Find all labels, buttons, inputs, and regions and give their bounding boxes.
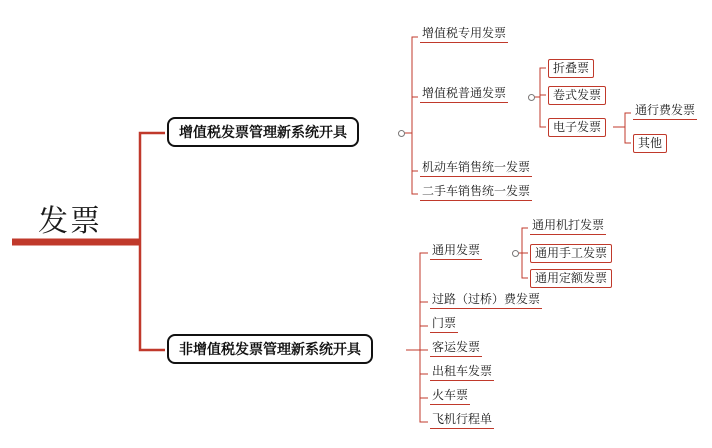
collapse-dot-icon[interactable] — [512, 250, 519, 257]
leaf-passenger-transport-invoice[interactable]: 客运发票 — [430, 341, 482, 357]
leaf-roll-invoice[interactable]: 卷式发票 — [548, 86, 606, 105]
leaf-vat-general-invoice[interactable]: 增值税普通发票 — [420, 87, 508, 103]
collapse-dot-icon[interactable] — [528, 94, 535, 101]
leaf-taxi-invoice[interactable]: 出租车发票 — [430, 365, 494, 381]
leaf-motor-vehicle-invoice[interactable]: 机动车销售统一发票 — [420, 161, 532, 177]
leaf-flight-itinerary[interactable]: 飞机行程单 — [430, 413, 494, 429]
leaf-other-invoice[interactable]: 其他 — [633, 134, 667, 153]
branch-node-non-vat-system[interactable]: 非增值税发票管理新系统开具 — [167, 334, 373, 364]
leaf-general-invoice[interactable]: 通用发票 — [430, 244, 482, 260]
root-node-label: 发票 — [38, 205, 102, 238]
leaf-toll-invoice[interactable]: 通行费发票 — [633, 104, 697, 120]
leaf-ticket[interactable]: 门票 — [430, 317, 458, 333]
leaf-general-machine-invoice[interactable]: 通用机打发票 — [530, 219, 606, 235]
branch-node-vat-system[interactable]: 增值税发票管理新系统开具 — [167, 117, 359, 147]
leaf-folded-invoice[interactable]: 折叠票 — [548, 59, 594, 78]
leaf-vat-special-invoice[interactable]: 增值税专用发票 — [420, 27, 508, 43]
leaf-electronic-invoice[interactable]: 电子发票 — [548, 118, 606, 137]
collapse-dot-icon[interactable] — [398, 130, 405, 137]
leaf-general-manual-invoice[interactable]: 通用手工发票 — [530, 244, 612, 263]
leaf-general-fixed-amount-invoice[interactable]: 通用定额发票 — [530, 269, 612, 288]
leaf-road-toll-invoice[interactable]: 过路（过桥）费发票 — [430, 293, 542, 309]
leaf-used-car-invoice[interactable]: 二手车销售统一发票 — [420, 185, 532, 201]
leaf-train-ticket[interactable]: 火车票 — [430, 389, 470, 405]
